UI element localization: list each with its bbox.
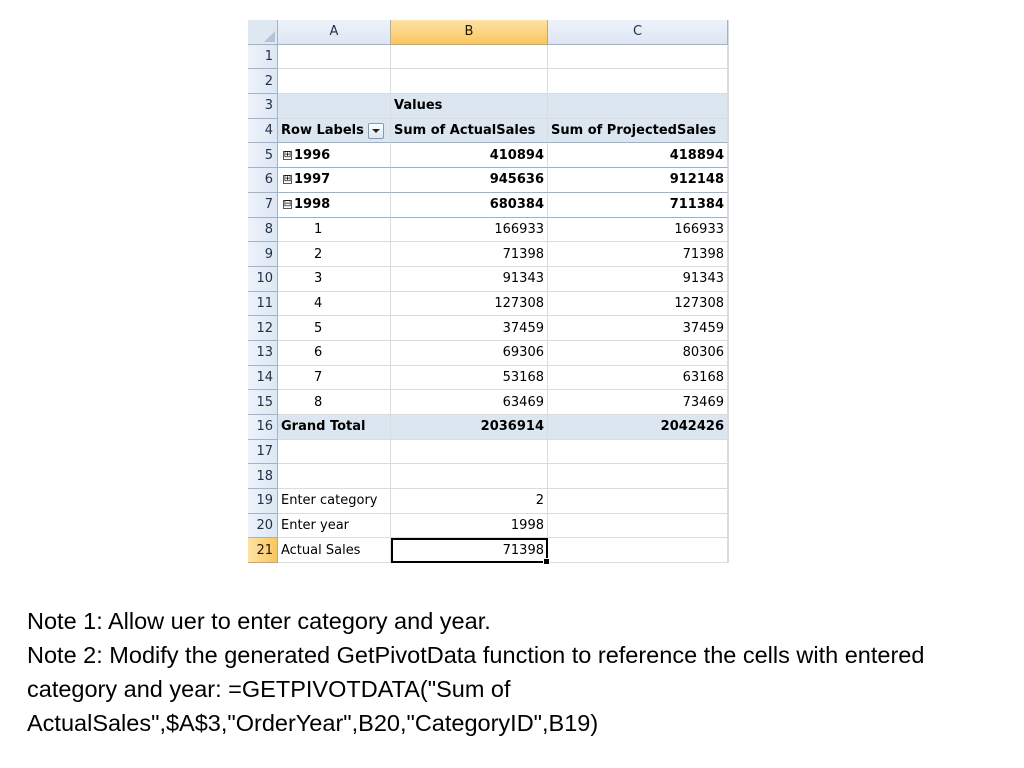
- cell-c5[interactable]: 418894: [548, 143, 728, 168]
- cell-b13[interactable]: 69306: [391, 341, 548, 366]
- cell-c14[interactable]: 63168: [548, 366, 728, 391]
- category-label[interactable]: 8: [278, 390, 391, 415]
- cell-c11[interactable]: 127308: [548, 292, 728, 317]
- select-all-triangle-icon: [264, 31, 275, 42]
- row-header[interactable]: 9: [248, 242, 278, 267]
- row-header[interactable]: 15: [248, 390, 278, 415]
- year-label: 1996: [294, 147, 331, 163]
- year-input-cell[interactable]: 1998: [391, 514, 548, 539]
- year-label: 1997: [294, 172, 331, 188]
- pivot-year-row-label[interactable]: [278, 193, 391, 218]
- category-label[interactable]: 6: [278, 341, 391, 366]
- cell-c1[interactable]: [548, 45, 728, 70]
- enter-category-label[interactable]: Enter category: [278, 489, 391, 514]
- category-label[interactable]: 5: [278, 316, 391, 341]
- actual-sales-label[interactable]: Actual Sales: [278, 538, 391, 563]
- pivot-header-projected-sales[interactable]: Sum of ProjectedSales: [548, 119, 728, 144]
- column-header-c[interactable]: C: [548, 20, 728, 45]
- row-header[interactable]: 7: [248, 193, 278, 218]
- cell-a1[interactable]: [278, 45, 391, 70]
- cell-c7[interactable]: 711384: [548, 193, 728, 218]
- cell-c20[interactable]: [548, 514, 728, 539]
- cell-a18[interactable]: [278, 464, 391, 489]
- cell-b12[interactable]: 37459: [391, 316, 548, 341]
- category-label[interactable]: 7: [278, 366, 391, 391]
- pivot-year-row-label[interactable]: [278, 168, 391, 193]
- row-header[interactable]: 14: [248, 366, 278, 391]
- cell-b8[interactable]: 166933: [391, 218, 548, 243]
- note-2: Note 2: Modify the generated GetPivotData function to reference the cells with entered category and year: =GETPIVOTDATA("Sum of ActualSales",$A$3,"OrderYear",B20,"CategoryID",B19): [27, 642, 925, 736]
- cell-c12[interactable]: 37459: [548, 316, 728, 341]
- grand-total-label[interactable]: Grand Total: [278, 415, 391, 440]
- column-header-b[interactable]: B: [391, 20, 548, 45]
- expand-icon[interactable]: ⊞: [283, 149, 292, 160]
- cell-c13[interactable]: 80306: [548, 341, 728, 366]
- pivot-values-label[interactable]: Values: [391, 94, 548, 119]
- category-label[interactable]: 3: [278, 267, 391, 292]
- cell-b11[interactable]: 127308: [391, 292, 548, 317]
- cell-c6[interactable]: 912148: [548, 168, 728, 193]
- year-label: 1998: [294, 197, 331, 213]
- pivot-row-labels-header[interactable]: [278, 119, 391, 144]
- enter-year-label[interactable]: Enter year: [278, 514, 391, 539]
- cell-b7[interactable]: 680384: [391, 193, 548, 218]
- row-header[interactable]: 17: [248, 440, 278, 465]
- row-header[interactable]: 19: [248, 489, 278, 514]
- row-header[interactable]: 11: [248, 292, 278, 317]
- chevron-down-icon: [372, 129, 380, 133]
- cell-b2[interactable]: [391, 69, 548, 94]
- cell-c19[interactable]: [548, 489, 728, 514]
- row-header[interactable]: 6: [248, 168, 278, 193]
- cell-b15[interactable]: 63469: [391, 390, 548, 415]
- cell-c18[interactable]: [548, 464, 728, 489]
- cell-a3[interactable]: [278, 94, 391, 119]
- row-header[interactable]: 18: [248, 464, 278, 489]
- expand-icon[interactable]: ⊞: [283, 174, 292, 185]
- cell-b18[interactable]: [391, 464, 548, 489]
- row-header[interactable]: 5: [248, 143, 278, 168]
- grand-total-projected[interactable]: 2042426: [548, 415, 728, 440]
- cell-c21[interactable]: [548, 538, 728, 563]
- spreadsheet-grid: [248, 20, 729, 563]
- row-header[interactable]: 4: [248, 119, 278, 144]
- actual-sales-value: 71398: [502, 542, 544, 558]
- grand-total-actual[interactable]: 2036914: [391, 415, 548, 440]
- category-input-cell[interactable]: 2: [391, 489, 548, 514]
- cell-b6[interactable]: 945636: [391, 168, 548, 193]
- row-header[interactable]: 16: [248, 415, 278, 440]
- row-header[interactable]: 3: [248, 94, 278, 119]
- cell-c3[interactable]: [548, 94, 728, 119]
- row-header[interactable]: 13: [248, 341, 278, 366]
- cell-c2[interactable]: [548, 69, 728, 94]
- cell-c9[interactable]: 71398: [548, 242, 728, 267]
- active-cell-actual-sales[interactable]: [391, 538, 548, 563]
- cell-b17[interactable]: [391, 440, 548, 465]
- category-label[interactable]: 4: [278, 292, 391, 317]
- row-header[interactable]: 8: [248, 218, 278, 243]
- row-header[interactable]: 12: [248, 316, 278, 341]
- row-header[interactable]: 2: [248, 69, 278, 94]
- row-header[interactable]: 1: [248, 45, 278, 70]
- cell-b1[interactable]: [391, 45, 548, 70]
- cell-b10[interactable]: 91343: [391, 267, 548, 292]
- cell-c17[interactable]: [548, 440, 728, 465]
- cell-b14[interactable]: 53168: [391, 366, 548, 391]
- cell-a2[interactable]: [278, 69, 391, 94]
- category-label[interactable]: 2: [278, 242, 391, 267]
- cell-a17[interactable]: [278, 440, 391, 465]
- pivot-year-row-label[interactable]: [278, 143, 391, 168]
- cell-b5[interactable]: 410894: [391, 143, 548, 168]
- row-labels-text: Row Labels: [281, 123, 364, 139]
- row-header[interactable]: 10: [248, 267, 278, 292]
- notes-section: [27, 604, 987, 740]
- row-header[interactable]: 21: [248, 538, 278, 563]
- row-header[interactable]: 20: [248, 514, 278, 539]
- row-labels-filter-dropdown[interactable]: [368, 123, 384, 139]
- cell-c8[interactable]: 166933: [548, 218, 728, 243]
- pivot-header-actual-sales[interactable]: Sum of ActualSales: [391, 119, 548, 144]
- collapse-icon[interactable]: ⊟: [283, 199, 292, 210]
- select-all-corner[interactable]: [248, 20, 278, 45]
- cell-b9[interactable]: 71398: [391, 242, 548, 267]
- cell-c10[interactable]: 91343: [548, 267, 728, 292]
- category-label[interactable]: 1: [278, 218, 391, 243]
- note-1: Note 1: Allow uer to enter category and year.: [27, 608, 491, 634]
- fill-handle[interactable]: [543, 558, 550, 565]
- column-header-a[interactable]: A: [278, 20, 391, 45]
- cell-c15[interactable]: 73469: [548, 390, 728, 415]
